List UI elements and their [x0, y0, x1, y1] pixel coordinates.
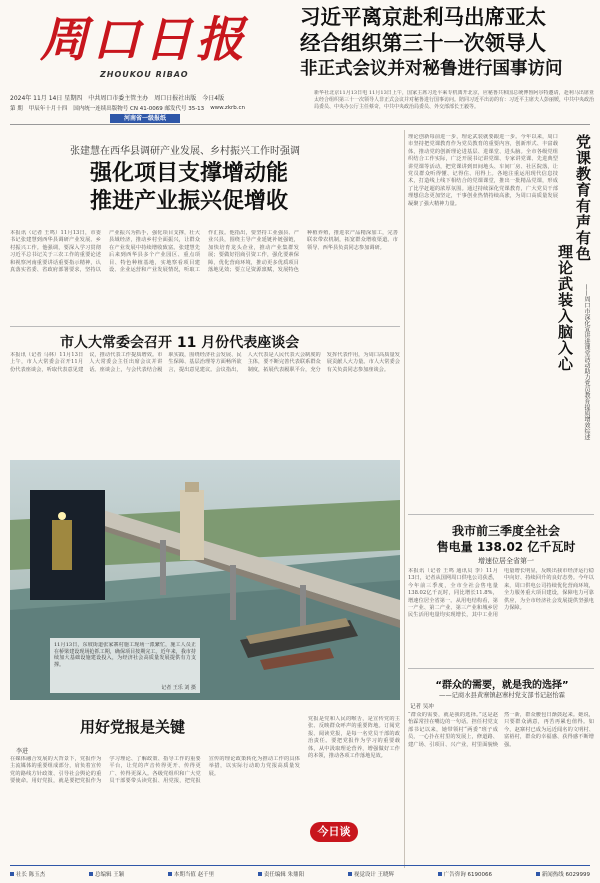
lead-headline [300, 4, 596, 82]
website: www.zkrb.cn [210, 105, 246, 111]
strip-item [536, 870, 590, 878]
story-xuqiu-headline: “群众的需要，就是我的选择” [435, 680, 569, 691]
lead-story-body: 新华社北京11月13日电 11月13日上午，国家主席习近平乘专机离开北京，应秘鲁共和国总统博鲁阿尔特邀请，赴利马出席亚太经合组织第三十一次领导人非正式会议并对秘鲁进行国事访问。陪同习近平出访的有：习近平主席夫人彭丽媛，中共中央政治局委员、中央办公厅主任蔡奇，中共中央政治局委员、外交部部长王毅等。 [314, 90, 594, 110]
photo-caption: 11月13日，东坡街道张家寨村施工现场一派繁忙，施工人员正在桥梁建设现场抢抓工期，确保项目按期完工。近年来，我市持续加大基础设施建设投入，为经济社会高质量发展提供有力支撑。 [54, 642, 196, 668]
story-xihua-subhead: 张建慧在西华县调研产业发展、乡村振兴工作时强调 [70, 146, 300, 157]
story-power [408, 518, 594, 668]
story-dangbao [10, 712, 400, 862]
bullet-icon [10, 872, 14, 876]
commentary-tag: 今日谈 [310, 822, 358, 842]
masthead [0, 0, 600, 124]
strip-item [89, 870, 124, 878]
story-xuqiu-subhead: ——记商水县黄寨镇赵寨村党支部书记赵怡霖 [439, 692, 565, 699]
news-photo [10, 460, 400, 700]
bullet-icon [536, 872, 540, 876]
story-xihua [10, 130, 398, 310]
strip-item [348, 870, 394, 878]
publisher: 周口日报社出版 [154, 94, 197, 102]
strip-item [10, 870, 45, 878]
story-renda [10, 330, 400, 450]
story-dangbao-headline: 用好党报是关键 [80, 718, 186, 736]
strip-item-text: 新闻热线 6029999 [541, 872, 590, 878]
story-xihua-headline-2: 推进产业振兴促增收 [90, 189, 289, 214]
photo-credit: 记者 王乐 刘 摄 [161, 685, 196, 691]
bullet-icon [168, 872, 172, 876]
date-line: 2024年 11月 14日 星期四 [10, 94, 83, 102]
lead-headline-line-3: 非正式会议并对秘鲁进行国事访问 [300, 59, 563, 79]
story-dangke-headline-1: 党课教育有声有色 [574, 134, 592, 262]
lunar-date: 甲辰年十月十四 [28, 106, 68, 112]
strip-item [168, 870, 214, 878]
commentary-body: 党报是党和人民的喉舌，是宣传党的主张、反映群众呼声的重要阵地。订阅党报、阅读党报，是每一名党员干部的政治责任。要把党报作为学习的重要载体，从中汲取理论营养，增强做好工作的本领，推动各项工作落地见效。 [308, 716, 400, 760]
bullet-icon [438, 872, 442, 876]
story-power-subhead: 增速位居全省第一 [478, 557, 534, 565]
strip-item [438, 870, 492, 878]
story-power-headline-2: 售电量 138.02 亿千瓦时 [436, 540, 576, 554]
strip-item-text: 责任编辑 朱鼎阳 [263, 872, 305, 878]
cn-code: 国内统一连续出版物号 CN 41-0069 邮发代号 35-13 [73, 106, 205, 112]
story-dangke-subhead: ——周口市深化宣讲进课堂活动助力党员教育提质增效综述 [583, 284, 590, 440]
masthead-info-line-2 [10, 103, 310, 113]
masthead-info-line-1 [10, 92, 310, 102]
story-xihua-body: 本报讯（记者 王鸣）11月13日，市委书记张建慧到西华县调研产业发展、乡村振兴工作。他强调，要深入学习贯彻习近平总书记关于三农工作的重要论述和视察河南重要讲话重要指示精神，认真落实省委、省政府部署要求，坚持以产业振兴为抓手，强化项目支撑，壮大县域经济，推动乡村全面振兴，让群众在产业发展中持续增收致富。张建慧先后来到西华县多个产业园区、重点项目、特色种植基地，实地察看项目建设、企业运营和产业发展情况，听取工作汇报。他指出，要坚持工业强县、产业兴县，围绕主导产业延链补链强链，加快培育龙头企业，推动产业集群发展；要做好招商引资工作，强化要素保障，优化营商环境，推动更多优质项目落地见效；要立足资源禀赋，发展特色种植养殖，推进农产品精深加工，完善联农带农机制，拓宽群众增收渠道。市领导、西华县负责同志参加调研。 [10, 230, 398, 274]
lead-headline-line-1: 习近平离京赴利马出席亚太 [300, 5, 546, 29]
story-dangbao-body: 在媒体融合发展的大背景下，党报作为主流媒体的重要组成部分，肩负着宣传党的路线方针政策、引导社会舆论的重要使命。用好党报，就是要把党报作为学习理论、了解政策、指导工作的重要平台，让党的声音传得更开、传得更广、传得更深入。各级党组织和广大党员干部要带头读党报、用党报，把党报宣传的理论政策转化为推动工作的具体举措，以实际行动助力党报高质量发展。 [10, 756, 300, 785]
story-dangke [408, 134, 594, 514]
story-dangbao-byline: 李进 [16, 748, 29, 755]
issue-no: 第 期 [10, 106, 23, 112]
story-xuqiu-body: “群众的需要，就是我的选择。”这是赵怡霖常挂在嘴边的一句话。担任村党支部书记以来，她带领村“两委”班子成员，一心扑在村里的发展上，修道路、建广场、引项目、兴产业，村里面貌焕然一新，群众腰包日渐鼓起来。她说，只要群众满意，再苦再累也值得。如今，赵寨村已成为远近闻名的文明村、富裕村，群众的幸福感、获得感不断增强。 [408, 712, 594, 748]
grade-badge: 河南省一级报纸 [110, 114, 180, 123]
strip-item-text: 总编辑 王颖 [94, 872, 125, 878]
sponsor: 中共周口市委主管主办 [88, 94, 149, 102]
strip-item-text: 社长 陈玉杰 [16, 872, 46, 878]
story-dangke-headline-2: 理论武装入脑入心 [556, 244, 574, 372]
strip-item-text: 广告咨询 6190066 [443, 872, 493, 878]
story-renda-headline: 市人大常委会召开 11 月份代表座谈会 [60, 335, 300, 351]
strip-item-text: 本期当值 赵千里 [173, 872, 215, 878]
story-xuqiu-byline: 记者 吴冲 [410, 704, 434, 710]
bullet-icon [258, 872, 262, 876]
page-count: 今日4版 [202, 94, 225, 102]
bullet-icon [348, 872, 352, 876]
story-xihua-headline-1: 强化项目支撑增动能 [90, 161, 289, 186]
photo-caption-box [50, 638, 200, 693]
strip-item-text: 视觉设计 王晓辉 [353, 872, 395, 878]
story-renda-body: 本报讯（记者 马林）11月13日上午，市人大常委会召开11月份代表座谈会，听取代表意见建议，推动代表工作提质增效。市人大常委会主任出席会议并讲话。座谈会上，与会代表结合履职实践，围绕经济社会发展、民生保障、基层治理等方面畅所欲言，提出意见建议。会议指出，人大代表是人民代表大会制度的主体，要不断完善代表联系群众制度，拓展代表履职平台，充分发挥代表作用，为周口高质量发展贡献人大力量。市人大常委会有关负责同志参加座谈会。 [10, 352, 400, 373]
story-dangke-body: 理论创新每前进一步，理论武装就要跟进一步。今年以来，周口市坚持把党课教育作为党员教育的重要内容，创新形式、丰富载体，推动党的创新理论进基层、进课堂、进头脑。全市各级党组织结合工作实际，广泛开展书记讲党课、专家讲党课、先进典型讲党课等活动，把党课讲到田间地头、车间厂房、社区院落，让党员群众听得懂、记得住、用得上。各地注重运用现代信息技术，打造线上线下相结合的党课课堂，推出一批精品党课，形成了比学赶超的浓厚氛围。通过持续深化党课教育，广大党员干部理想信念更加坚定，干事创业热情持续高涨，为周口高质量发展凝聚了强大精神力量。 [408, 134, 558, 207]
logo-pinyin: ZHOUKOU RIBAO [100, 70, 189, 79]
strip-item [258, 870, 304, 878]
bullet-icon [89, 872, 93, 876]
lead-headline-line-2: 经合组织第三十一次领导人 [300, 31, 546, 55]
story-xuqiu [408, 672, 594, 862]
newspaper-logo: 周口日报 [40, 12, 249, 68]
story-power-body: 本报讯（记者 王鸣 通讯员 李）11月13日，记者从国网周口供电公司获悉，今年前三季度，全市全社会售电量138.02亿千瓦时，同比增长11.8%，增速位居全省第一。从用电结构看，第一产业、第二产业、第三产业和城乡居民生活用电量均实现增长，其中工业用电量增长明显，反映出我市经济运行稳中向好、持续回升的良好态势。今年以来，周口供电公司持续优化营商环境，全力服务重大项目建设，保障电力可靠供应，为全市经济社会发展提供坚强电力保障。 [408, 568, 594, 619]
story-power-headline-1: 我市前三季度全社会 [451, 524, 560, 538]
bottom-strip [10, 868, 590, 880]
